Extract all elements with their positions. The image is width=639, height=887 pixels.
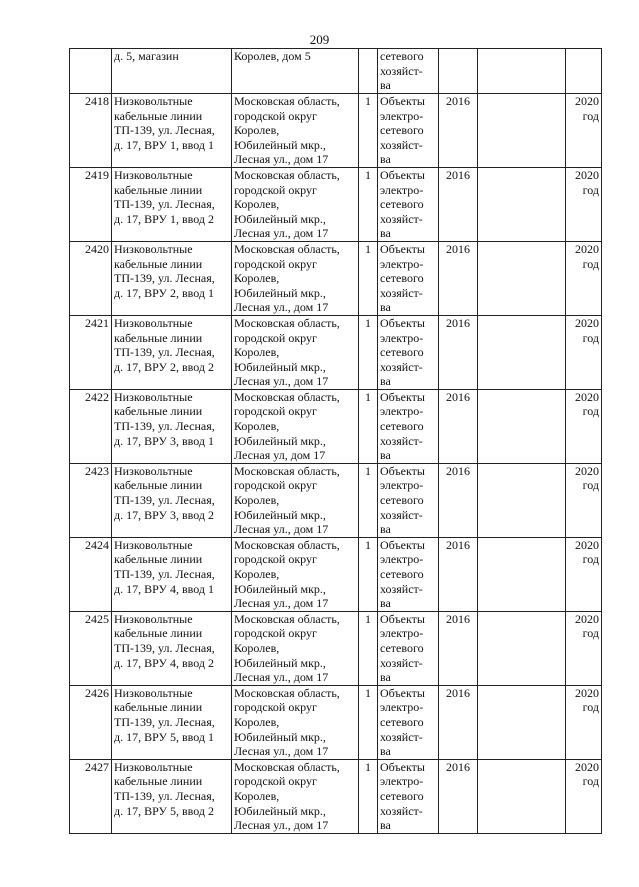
address-line: Лесная ул., дом 17 — [234, 744, 329, 759]
address-line: Лесная ул., дом 17 — [234, 522, 329, 537]
type-line: электро- — [380, 700, 424, 715]
type-line: Объекты — [380, 389, 425, 404]
type-line: хозяйст- — [380, 137, 423, 152]
address-line: городской округ — [234, 256, 317, 271]
cell-quantity: 1 — [359, 167, 378, 241]
due-line: год — [582, 626, 599, 641]
cell-year: 2016 — [439, 463, 478, 537]
type-line: хозяйст- — [380, 803, 423, 818]
table-body — [70, 49, 602, 834]
cell-quantity: 1 — [359, 611, 378, 685]
due-line: 2020 — [575, 389, 599, 404]
due-line: год — [582, 700, 599, 715]
name-line: Низковольтные — [114, 537, 193, 552]
due-line: 2020 — [575, 167, 599, 182]
type-line: Объекты — [380, 167, 425, 182]
address-line: Московская область, — [234, 241, 340, 256]
cell-object-type — [378, 49, 439, 94]
name-line: д. 17, ВРУ 1, ввод 2 — [114, 211, 214, 226]
type-line: электро- — [380, 404, 424, 419]
cell-due — [566, 94, 602, 168]
address-line: Королев, — [234, 419, 280, 434]
cell-year: 2016 — [439, 94, 478, 168]
address-line: Лесная ул, дом 17 — [234, 448, 326, 463]
page-number: 209 — [309, 32, 330, 47]
type-line: хозяйст- — [380, 655, 423, 670]
type-line: сетевого — [380, 197, 424, 212]
cell-number: 2422 — [70, 389, 112, 463]
cell-quantity: 1 — [359, 759, 378, 833]
name-line: кабельные линии — [114, 552, 203, 567]
type-line: хозяйст- — [380, 433, 423, 448]
due-line: 2020 — [575, 315, 599, 330]
cell-year — [439, 49, 478, 94]
name-line: ТП-139, ул. Лесная, — [114, 493, 215, 508]
type-line: Объекты — [380, 537, 425, 552]
cell-name — [112, 49, 232, 94]
cell-object-type — [378, 685, 439, 759]
cell-number: 2420 — [70, 241, 112, 315]
name-line: Низковольтные — [114, 389, 193, 404]
name-line: ТП-139, ул. Лесная, — [114, 197, 215, 212]
cell-year: 2016 — [439, 685, 478, 759]
type-line: электро- — [380, 256, 424, 271]
cell-blank — [478, 167, 566, 241]
address-line: Королев, — [234, 788, 280, 803]
cell-number: 2423 — [70, 463, 112, 537]
cell-quantity — [359, 49, 378, 94]
name-line: кабельные линии — [114, 330, 203, 345]
cell-object-type — [378, 537, 439, 611]
cell-quantity: 1 — [359, 315, 378, 389]
cell-year: 2016 — [439, 167, 478, 241]
address-line: Юбилейный мкр., — [234, 433, 326, 448]
name-line: д. 17, ВРУ 3, ввод 2 — [114, 507, 214, 522]
cell-blank — [478, 389, 566, 463]
type-line: электро- — [380, 330, 424, 345]
address-line: Юбилейный мкр., — [234, 137, 326, 152]
cell-address — [232, 94, 359, 168]
cell-due — [566, 611, 602, 685]
cell-quantity: 1 — [359, 537, 378, 611]
type-line: хозяйст- — [380, 507, 423, 522]
name-line: д. 17, ВРУ 3, ввод 1 — [114, 433, 214, 448]
address-line: Королев, — [234, 493, 280, 508]
cell-quantity: 1 — [359, 241, 378, 315]
cell-due — [566, 241, 602, 315]
cell-address — [232, 759, 359, 833]
cell-due — [566, 463, 602, 537]
due-line: год — [582, 330, 599, 345]
address-line: Лесная ул., дом 17 — [234, 300, 329, 315]
address-line: Московская область, — [234, 611, 340, 626]
type-line: электро- — [380, 626, 424, 641]
type-line: ва — [380, 448, 391, 463]
name-line: д. 17, ВРУ 1, ввод 1 — [114, 137, 214, 152]
type-line: ва — [380, 374, 391, 389]
address-line: Лесная ул., дом 17 — [234, 226, 329, 241]
address-line: Юбилейный мкр., — [234, 507, 326, 522]
type-line: сетевого — [380, 419, 424, 434]
address-line: городской округ — [234, 478, 317, 493]
name-line: д. 5, магазин — [114, 49, 179, 63]
address-line: Юбилейный мкр., — [234, 655, 326, 670]
type-line: хозяйст- — [380, 63, 423, 78]
type-line: электро- — [380, 552, 424, 567]
cell-due — [566, 389, 602, 463]
cell-object-type — [378, 241, 439, 315]
cell-year: 2016 — [439, 537, 478, 611]
name-line: Низковольтные — [114, 241, 193, 256]
cell-name — [112, 167, 232, 241]
due-line: год — [582, 552, 599, 567]
type-line: ва — [380, 744, 391, 759]
cell-object-type — [378, 315, 439, 389]
address-line: Юбилейный мкр., — [234, 581, 326, 596]
name-line: кабельные линии — [114, 478, 203, 493]
name-line: д. 17, ВРУ 5, ввод 2 — [114, 803, 214, 818]
address-line: Юбилейный мкр., — [234, 211, 326, 226]
type-line: ва — [380, 818, 391, 833]
cell-number: 2427 — [70, 759, 112, 833]
type-line: ва — [380, 300, 391, 315]
address-line: городской округ — [234, 626, 317, 641]
cell-blank — [478, 611, 566, 685]
cell-blank — [478, 685, 566, 759]
cell-number: 2421 — [70, 315, 112, 389]
cell-blank — [478, 537, 566, 611]
type-line: сетевого — [380, 345, 424, 360]
type-line: сетевого — [380, 49, 424, 63]
due-line: 2020 — [575, 241, 599, 256]
type-line: хозяйст- — [380, 729, 423, 744]
table-row — [70, 315, 602, 389]
name-line: ТП-139, ул. Лесная, — [114, 714, 215, 729]
table-row — [70, 611, 602, 685]
table-row — [70, 537, 602, 611]
cell-blank — [478, 49, 566, 94]
name-line: кабельные линии — [114, 182, 203, 197]
cell-quantity: 1 — [359, 94, 378, 168]
name-line: Низковольтные — [114, 94, 193, 108]
address-line: городской округ — [234, 774, 317, 789]
type-line: ва — [380, 670, 391, 685]
type-line: электро- — [380, 182, 424, 197]
cell-blank — [478, 759, 566, 833]
cell-year: 2016 — [439, 759, 478, 833]
name-line: д. 17, ВРУ 2, ввод 1 — [114, 285, 214, 300]
type-line: Объекты — [380, 241, 425, 256]
cell-year: 2016 — [439, 315, 478, 389]
cell-number: 2418 — [70, 94, 112, 168]
address-line: Московская область, — [234, 537, 340, 552]
address-line: Московская область, — [234, 389, 340, 404]
table-row — [70, 685, 602, 759]
table-row — [70, 389, 602, 463]
type-line: Объекты — [380, 94, 425, 108]
table-row — [70, 167, 602, 241]
name-line: д. 17, ВРУ 4, ввод 2 — [114, 655, 214, 670]
cell-address — [232, 685, 359, 759]
cell-name — [112, 463, 232, 537]
cell-address — [232, 49, 359, 94]
address-line: Юбилейный мкр., — [234, 285, 326, 300]
table-row — [70, 241, 602, 315]
name-line: Низковольтные — [114, 315, 193, 330]
cell-address — [232, 315, 359, 389]
address-line: Королев, — [234, 197, 280, 212]
cell-due — [566, 315, 602, 389]
cell-due — [566, 685, 602, 759]
cell-quantity: 1 — [359, 463, 378, 537]
address-line: Московская область, — [234, 94, 340, 108]
cell-name — [112, 389, 232, 463]
cell-blank — [478, 241, 566, 315]
name-line: кабельные линии — [114, 108, 203, 123]
name-line: кабельные линии — [114, 626, 203, 641]
type-line: электро- — [380, 108, 424, 123]
cell-due — [566, 167, 602, 241]
name-line: кабельные линии — [114, 404, 203, 419]
cell-number — [70, 49, 112, 94]
type-line: сетевого — [380, 123, 424, 138]
cell-number: 2426 — [70, 685, 112, 759]
address-line: Московская область, — [234, 463, 340, 478]
type-line: сетевого — [380, 271, 424, 286]
due-line: год — [582, 256, 599, 271]
address-line: городской округ — [234, 700, 317, 715]
name-line: ТП-139, ул. Лесная, — [114, 345, 215, 360]
cell-object-type — [378, 611, 439, 685]
address-line: Московская область, — [234, 167, 340, 182]
cell-object-type — [378, 463, 439, 537]
address-line: Юбилейный мкр., — [234, 803, 326, 818]
address-line: Московская область, — [234, 759, 340, 774]
address-line: Королев, — [234, 567, 280, 581]
address-line: городской округ — [234, 182, 317, 197]
table-row — [70, 463, 602, 537]
address-line: Московская область, — [234, 315, 340, 330]
name-line: кабельные линии — [114, 774, 203, 789]
cell-name — [112, 94, 232, 168]
address-line: городской округ — [234, 330, 317, 345]
cell-blank — [478, 94, 566, 168]
cell-name — [112, 759, 232, 833]
cell-number: 2425 — [70, 611, 112, 685]
due-line: год — [582, 404, 599, 419]
address-line: Королев, — [234, 123, 280, 138]
cell-year: 2016 — [439, 389, 478, 463]
name-line: ТП-139, ул. Лесная, — [114, 271, 215, 286]
type-line: электро- — [380, 478, 424, 493]
type-line: сетевого — [380, 714, 424, 729]
address-line: Королев, — [234, 271, 280, 286]
address-line: Лесная ул., дом 17 — [234, 152, 329, 167]
type-line: хозяйст- — [380, 285, 423, 300]
name-line: Низковольтные — [114, 611, 193, 626]
type-line: сетевого — [380, 567, 424, 581]
address-line: Московская область, — [234, 685, 340, 700]
cell-address — [232, 611, 359, 685]
type-line: ва — [380, 596, 391, 611]
name-line: ТП-139, ул. Лесная, — [114, 567, 215, 581]
cell-blank — [478, 463, 566, 537]
name-line: д. 17, ВРУ 2, ввод 2 — [114, 359, 214, 374]
address-line: Лесная ул., дом 17 — [234, 596, 329, 611]
type-line: Объекты — [380, 685, 425, 700]
type-line: ва — [380, 522, 391, 537]
cell-name — [112, 241, 232, 315]
type-line: хозяйст- — [380, 581, 423, 596]
type-line: хозяйст- — [380, 211, 423, 226]
table-row — [70, 94, 602, 168]
name-line: ТП-139, ул. Лесная, — [114, 419, 215, 434]
type-line: электро- — [380, 774, 424, 789]
type-line: Объекты — [380, 315, 425, 330]
type-line: сетевого — [380, 788, 424, 803]
name-line: ТП-139, ул. Лесная, — [114, 788, 215, 803]
cell-object-type — [378, 167, 439, 241]
cell-number: 2424 — [70, 537, 112, 611]
address-line: Лесная ул., дом 17 — [234, 670, 329, 685]
due-line: год — [582, 774, 599, 789]
due-line: год — [582, 182, 599, 197]
address-line: городской округ — [234, 404, 317, 419]
address-line: Лесная ул., дом 17 — [234, 818, 329, 833]
type-line: Объекты — [380, 759, 425, 774]
type-line: ва — [380, 226, 391, 241]
due-line: 2020 — [575, 685, 599, 700]
cell-due — [566, 759, 602, 833]
name-line: ТП-139, ул. Лесная, — [114, 640, 215, 655]
cell-year: 2016 — [439, 611, 478, 685]
address-line: Королев, — [234, 714, 280, 729]
cell-address — [232, 389, 359, 463]
cell-name — [112, 611, 232, 685]
type-line: хозяйст- — [380, 359, 423, 374]
cell-object-type — [378, 94, 439, 168]
address-line: Юбилейный мкр., — [234, 729, 326, 744]
name-line: кабельные линии — [114, 700, 203, 715]
address-line: Королев, дом 5 — [234, 49, 311, 63]
cell-quantity: 1 — [359, 389, 378, 463]
type-line: сетевого — [380, 640, 424, 655]
cell-blank — [478, 315, 566, 389]
type-line: Объекты — [380, 463, 425, 478]
cell-quantity: 1 — [359, 685, 378, 759]
due-line: год — [582, 478, 599, 493]
type-line: ва — [380, 152, 391, 167]
address-line: Юбилейный мкр., — [234, 359, 326, 374]
cell-name — [112, 685, 232, 759]
address-line: Королев, — [234, 640, 280, 655]
due-line: 2020 — [575, 611, 599, 626]
name-line: ТП-139, ул. Лесная, — [114, 123, 215, 138]
cell-name — [112, 537, 232, 611]
type-line: сетевого — [380, 493, 424, 508]
due-line: 2020 — [575, 463, 599, 478]
due-line: 2020 — [575, 537, 599, 552]
table-row — [70, 759, 602, 833]
cell-due — [566, 49, 602, 94]
type-line: Объекты — [380, 611, 425, 626]
cell-object-type — [378, 759, 439, 833]
name-line: Низковольтные — [114, 685, 193, 700]
name-line: Низковольтные — [114, 463, 193, 478]
name-line: Низковольтные — [114, 759, 193, 774]
table-row-continued — [70, 49, 602, 94]
cell-address — [232, 463, 359, 537]
name-line: д. 17, ВРУ 4, ввод 1 — [114, 581, 214, 596]
type-line: ва — [380, 78, 391, 93]
name-line: д. 17, ВРУ 5, ввод 1 — [114, 729, 214, 744]
cell-year: 2016 — [439, 241, 478, 315]
due-line: 2020 — [575, 94, 599, 108]
cell-due — [566, 537, 602, 611]
name-line: кабельные линии — [114, 256, 203, 271]
cell-address — [232, 537, 359, 611]
cell-address — [232, 167, 359, 241]
registry-table — [69, 48, 602, 834]
address-line: Королев, — [234, 345, 280, 360]
cell-address — [232, 241, 359, 315]
cell-name — [112, 315, 232, 389]
due-line: год — [582, 108, 599, 123]
address-line: Лесная ул., дом 17 — [234, 374, 329, 389]
address-line: городской округ — [234, 108, 317, 123]
cell-number: 2419 — [70, 167, 112, 241]
cell-object-type — [378, 389, 439, 463]
name-line: Низковольтные — [114, 167, 193, 182]
address-line: городской округ — [234, 552, 317, 567]
due-line: 2020 — [575, 759, 599, 774]
